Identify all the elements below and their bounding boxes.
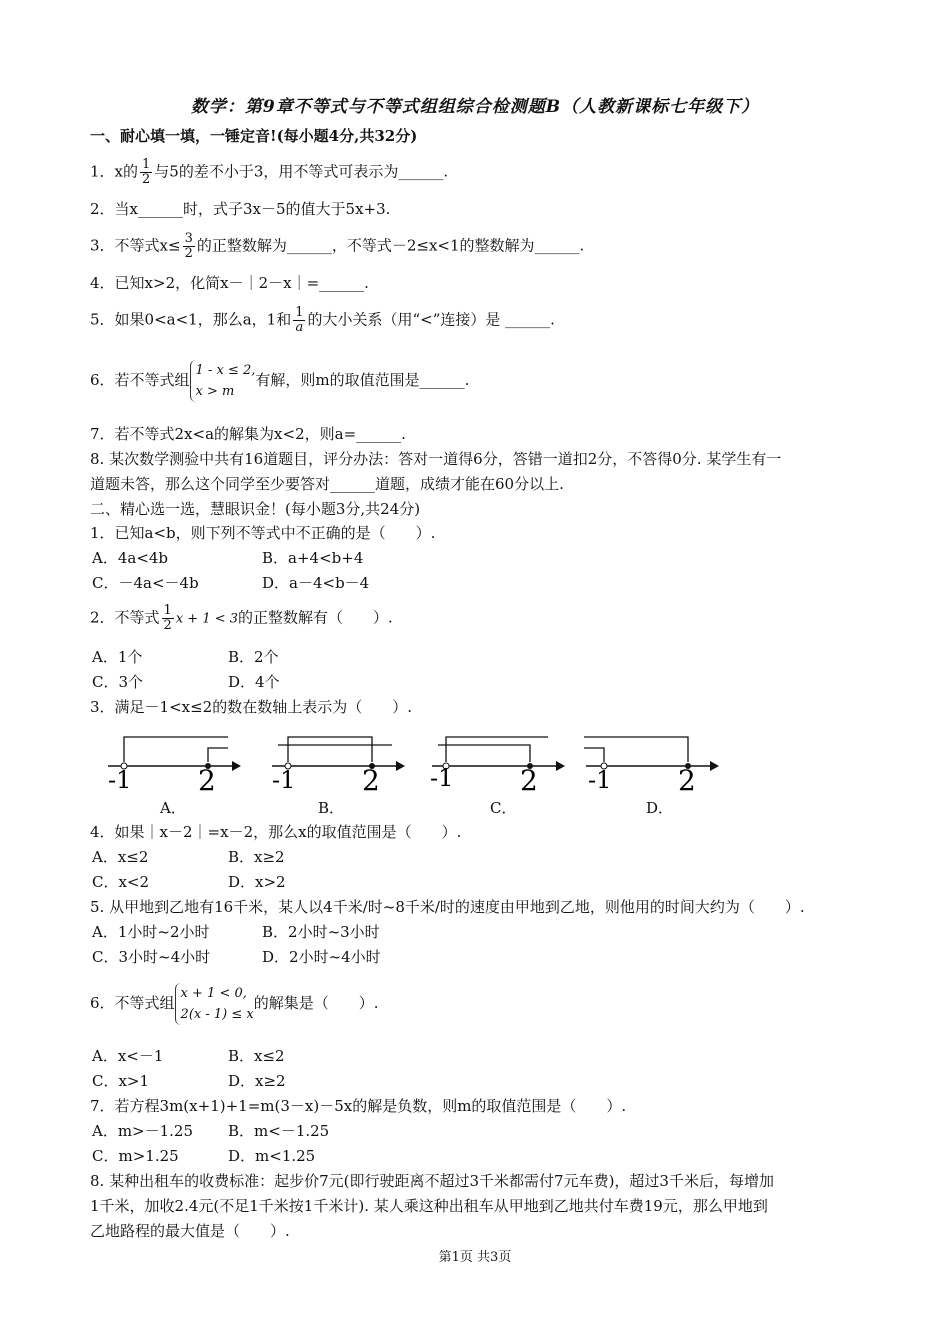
choice-q7-stem: 7．若方程3m(x+1)+1=m(3－x)－5x的解是负数，则m的取值范围是（ ）. bbox=[90, 1097, 627, 1115]
choice-q1-option-d: D．a－4<b－4 bbox=[262, 574, 370, 592]
number-line-a-label: A． bbox=[160, 799, 186, 817]
number-line-b bbox=[268, 728, 408, 793]
fraction: $\frac{3}{2}$ bbox=[184, 231, 193, 261]
svg-text:-1: -1 bbox=[272, 766, 296, 793]
choice-q5-option-d: D．2小时~4小时 bbox=[262, 948, 381, 966]
choice-q1-option-c: C．－4a<－4b bbox=[92, 574, 199, 592]
inequality-system: 1 - x ≤ 2, x > m bbox=[190, 360, 256, 402]
svg-text:-1: -1 bbox=[588, 766, 612, 793]
choice-q6-option-b: B．x≤2 bbox=[228, 1047, 285, 1065]
choice-q1-option-a: A．4a<4b bbox=[92, 549, 169, 567]
choice-q5-stem: 5. 从甲地到乙地有16千米，某人以4千米/时~8千米/时的速度由甲地到乙地，则他用的时间大约为（ ）. bbox=[90, 898, 805, 916]
svg-text:2: 2 bbox=[678, 764, 696, 793]
fill-q6: 6．若不等式组 1 - x ≤ 2, x > m 有解，则m的取值范围是______. bbox=[90, 360, 469, 402]
choice-q6-option-c: C．x>1 bbox=[92, 1072, 150, 1090]
number-line-d bbox=[582, 728, 722, 793]
fill-q5: 5．如果0<a<1，那么a，1和 $\frac{1}{a}$ 的大小关系（用“<”连接）是 ______. bbox=[90, 305, 555, 335]
page-footer: 第1页 共3页 bbox=[438, 1250, 512, 1265]
choice-q5-option-b: B．2小时~3小时 bbox=[262, 923, 380, 941]
choice-q7-option-a: A．m>－1.25 bbox=[92, 1122, 194, 1140]
choice-q5-option-a: A．1小时~2小时 bbox=[92, 923, 210, 941]
choice-q2-option-b: B．2个 bbox=[228, 648, 279, 666]
choice-q4-option-a: A．x≤2 bbox=[92, 848, 149, 866]
svg-text:2: 2 bbox=[362, 764, 380, 793]
fill-q3: 3．不等式x≤ $\frac{3}{2}$ 的正整数解为______，不等式－2≤x<1的整数解为______. bbox=[90, 231, 585, 261]
choice-q8-line2: 1千米，加收2.4元(不足1千米按1千米计). 某人乘这种出租车从甲地到乙地共付车费19元，那么甲地到 bbox=[90, 1197, 768, 1215]
choice-q4-option-c: C．x<2 bbox=[92, 873, 150, 891]
choice-q5-option-c: C．3小时~4小时 bbox=[92, 948, 211, 966]
choice-q3-stem: 3．满足－1<x≤2的数在数轴上表示为（ ）. bbox=[90, 698, 412, 716]
choice-q7-option-b: B．m<－1.25 bbox=[228, 1122, 330, 1140]
number-line-d-label: D． bbox=[646, 799, 674, 817]
choice-q2-stem: 2．不等式 $\frac{1}{2}$ x + 1 < 3的正整数解有（ ）. bbox=[90, 603, 393, 633]
fill-q4: 4．已知x>2，化简x－｜2－x｜=______. bbox=[90, 274, 369, 292]
choice-q6-stem: 6．不等式组 x + 1 < 0, 2(x - 1) ≤ x 的解集是（ ）. bbox=[90, 983, 379, 1025]
choice-q8-line1: 8. 某种出租车的收费标准：起步价7元(即行驶距离不超过3千米都需付7元车费)，超过3千米后，每增加 bbox=[90, 1172, 774, 1190]
fill-q7: 7．若不等式2x<a的解集为x<2，则a=______. bbox=[90, 425, 406, 443]
choice-q1-option-b: B．a+4<b+4 bbox=[262, 549, 364, 567]
fraction: $\frac{1}{2}$ bbox=[142, 157, 151, 187]
choice-q6-option-d: D．x≥2 bbox=[228, 1072, 286, 1090]
fill-q8-line1: 8. 某次数学测验中共有16道题目，评分办法：答对一道得6分，答错一道扣2分，不答得0分. 某学生有一 bbox=[90, 450, 782, 468]
fill-q1: 1．x的 $\frac{1}{2}$ 与5的差不小于3，用不等式可表示为______. bbox=[90, 157, 449, 187]
fraction: $\frac{1}{a}$ bbox=[295, 305, 304, 335]
section-1-heading: 一、耐心填一填，一锤定音!(每小题4分,共32分) bbox=[90, 127, 418, 145]
choice-q6-option-a: A．x<－1 bbox=[92, 1047, 164, 1065]
svg-text:-1: -1 bbox=[430, 764, 454, 792]
number-line-b-label: B． bbox=[318, 799, 345, 817]
inequality-system: x + 1 < 0, 2(x - 1) ≤ x bbox=[175, 983, 254, 1025]
number-line-c bbox=[428, 728, 568, 793]
number-line-a bbox=[104, 728, 244, 793]
choice-q4-option-b: B．x≥2 bbox=[228, 848, 285, 866]
fill-q2: 2．当x______时，式子3x－5的值大于5x+3. bbox=[90, 200, 391, 218]
fraction: $\frac{1}{2}$ bbox=[163, 603, 172, 633]
svg-text:2: 2 bbox=[198, 764, 216, 793]
choice-q1-stem: 1．已知a<b，则下列不等式中不正确的是（ ）. bbox=[90, 524, 436, 542]
fill-q8-line2: 道题未答，那么这个同学至少要答对______道题，成绩才能在60分以上. bbox=[90, 475, 564, 493]
choice-q7-option-c: C．m>1.25 bbox=[92, 1147, 179, 1165]
svg-text:-1: -1 bbox=[108, 766, 132, 793]
choice-q7-option-d: D．m<1.25 bbox=[228, 1147, 316, 1165]
choice-q2-option-a: A．1个 bbox=[92, 648, 143, 666]
svg-text:2: 2 bbox=[520, 764, 538, 793]
number-line-c-label: C． bbox=[490, 799, 517, 817]
choice-q4-stem: 4．如果｜x－2｜=x－2，那么x的取值范围是（ ）. bbox=[90, 823, 462, 841]
page-title: 数学：第9章不等式与不等式组组综合检测题B（人教新课标七年级下） bbox=[190, 97, 760, 117]
section-2-heading: 二、精心选一选，慧眼识金！(每小题3分,共24分) bbox=[90, 500, 421, 518]
choice-q2-option-d: D．4个 bbox=[228, 673, 280, 691]
choice-q4-option-d: D．x>2 bbox=[228, 873, 286, 891]
choice-q8-line3: 乙地路程的最大值是（ ）. bbox=[90, 1222, 290, 1240]
choice-q2-option-c: C．3个 bbox=[92, 673, 144, 691]
